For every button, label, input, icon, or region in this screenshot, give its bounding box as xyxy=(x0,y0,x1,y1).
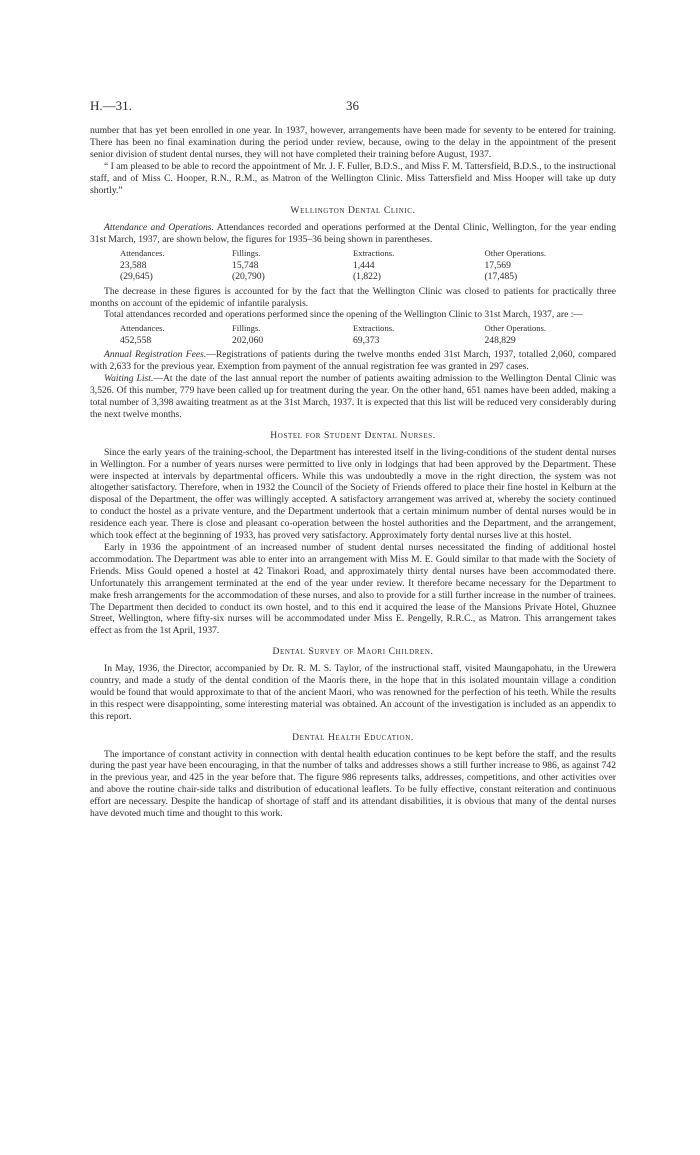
paragraph-total: Total attendances recorded and operations performed since the opening of the Wellington Clinic to 31st March, 1937, are :— xyxy=(104,309,583,321)
table-cell: 1,444 xyxy=(352,259,375,271)
table-cell: (29,645) xyxy=(120,271,153,283)
heading-maori-survey: Dental Survey of Maori Children. xyxy=(272,646,434,658)
page-number: 36 xyxy=(346,98,359,113)
table-header-cell: Fillings. xyxy=(232,323,261,334)
label-waiting-list: Waiting List. xyxy=(104,373,154,385)
table-header-cell: Fillings. xyxy=(232,248,261,259)
table-cell: (17,485) xyxy=(484,271,518,283)
paragraph-hostel-2: Early in 1936 the appointment of an increased number of student dental nurses necessitated the finding of additional hostel accommodation. The Department was able to enter into an arrangement with Miss M. E. Gould similar to that made with the Society of Friends. Miss Gould opened a hostel at 42 Tinakori Road, and approximately thirty dental nurses have been accommodated there. Unfortunately this arrangement terminated at the end of the year under review. It therefore became necessary for the Department to make fresh arrangements for the accommodation of these nurses, and also to provide for a still further increase in the number of trainees. The Department then decided to conduct its own hostel, and to this end it acquired the lease of the Mansions Private Hotel, Ghuznee Street, Wellington, where fifty-six nurses will be accommodated under Miss E. Pengelly, R.R.C., as Matron. This arrangement takes effect as from the 1st April, 1937. xyxy=(90,541,616,637)
page-header xyxy=(90,98,615,114)
table-cell: (1,822) xyxy=(352,271,381,283)
text-attendance: Attendances recorded and operations performed at the Dental Clinic, Wellington, for the year ending 31st March, 1937, are shown below, the figures for 1935–36 being shown in parentheses. xyxy=(90,222,616,246)
label-attendance: Attendance and Operations. xyxy=(104,222,214,234)
table-header-cell: Attendances. xyxy=(120,248,165,259)
table-header-row xyxy=(90,323,616,335)
paragraph-registration xyxy=(90,349,616,373)
table-cell: 248,829 xyxy=(484,334,516,346)
text-waiting-list: —At the date of the last annual report the number of patients awaiting admission to the Wellington Dental Clinic was 3,526. Of this number, 779 have been called up for treatment during the year. On the other hand, 651 names have been added, making a total number of 3,398 awaiting treatment as at the 31st March, 1937. It is expected that this list will be reduced very considerably during the next twelve months. xyxy=(90,373,616,420)
table-cell: (20,790) xyxy=(232,271,265,283)
paragraph-maori-survey: In May, 1936, the Director, accompanied by Dr. R. M. S. Taylor, of the instructional staff, visited Maungapohatu, in the Urewera country, and made a study of the dental condition of the Maoris there, in the hope that in this isolated mountain village a condition would be found that would approximate to that of the ancient Maori, who was renowned for the perfection of his teeth. While the results in this respect were disappointing, some interesting material was obtained. An account of the investigation is included as an appendix to this report. xyxy=(90,663,616,722)
table-header-cell: Other Operations. xyxy=(484,323,547,334)
document-body xyxy=(90,125,616,820)
report-reference: H.—31. xyxy=(90,98,132,113)
paragraph-attendance xyxy=(90,222,616,246)
table-header-cell: Extractions. xyxy=(352,323,395,334)
paragraph-waiting-list xyxy=(90,373,616,421)
text-registration: —Registrations of patients during the twelve months ended 31st March, 1937, totalled 2,060, compared with 2,633 for the previous year. Exemption from payment of the annual registration fee was granted in 297 cases. xyxy=(90,349,616,373)
table-cell: 69,373 xyxy=(352,334,380,346)
table-header-row xyxy=(90,248,616,260)
table-row xyxy=(90,335,616,347)
paragraph-dental-education: The importance of constant activity in connection with dental health education continues to be kept before the staff, and the results during the past year have been encouraging, in that the number of talks and addresses shows a still further increase to 986, as against 742 in the previous year, and 425 in the year before that. The figure 986 represents talks, addresses, competitions, and other activities over and above the routine chair-side talks and distribution of educational leaflets. To be fully effective, constant reiteration and continuous effort are necessary. Despite the handicap of shortage of staff and its attendant disabilities, it is obvious that many of the dental nurses have devoted much time and thought to this work. xyxy=(90,748,616,820)
paragraph-appointments: “ I am pleased to be able to record the appointment of Mr. J. F. Fuller, B.D.S., and Miss F. M. Tattersfield, B.D.S., to the instructional staff, and of Miss C. Hooper, R.N., R.M., as Matron of the Wellington Clinic. Miss Tattersfield and Miss Hooper will take up duty shortly.” xyxy=(90,160,616,196)
heading-dental-education: Dental Health Education. xyxy=(292,731,414,743)
table-header-cell: Other Operations. xyxy=(484,248,547,259)
table-row xyxy=(90,260,616,272)
paragraph-hostel-1: Since the early years of the training-school, the Department has interested itself in the living-conditions of the student dental nurses in Wellington. For a number of years nurses were permitted to live only in lodgings that had been approved by the Department. These were inspected at intervals by departmental officers. While this was undoubtedly a move in the right direction, the system was not altogether satisfactory. Therefore, when in 1932 the Council of the Society of Friends offered to place their fine hostel in Kelburn at the disposal of the Department, the offer was willingly accepted. A satisfactory arrangement was arrived at, whereby the society continued to conduct the hostel as a private venture, and the Department undertook that a certain minimum number of dental nurses would be in residence each year. There is close and pleasant co-operation between the hostel authorities and the Department, and the arrangement, which took effect at the beginning of 1933, has proved very satisfactory. Approximately forty dental nurses live at this hostel. xyxy=(90,446,616,542)
table-cell: 15,748 xyxy=(232,259,259,271)
table-total-since-opening xyxy=(90,323,616,346)
table-header-cell: Attendances. xyxy=(120,323,165,334)
heading-hostel: Hostel for Student Dental Nurses. xyxy=(270,429,436,441)
table-cell: 23,588 xyxy=(120,259,147,271)
table-cell: 17,569 xyxy=(484,259,511,271)
table-cell: 452,558 xyxy=(120,334,152,346)
table-cell: 202,060 xyxy=(232,334,264,346)
paragraph-decrease: The decrease in these figures is accounted for by the fact that the Wellington Clinic was closed to patients for practically three months on account of the epidemic of infantile paralysis. xyxy=(90,285,616,309)
paragraph-enrolment: number that has yet been enrolled in one year. In 1937, however, arrangements have been made for seventy to be entered for training. There has been no final examination during the period under review, because, owing to the delay in the appointment of the present senior division of student dental nurses, they will not have completed their training before August, 1937. xyxy=(90,125,616,160)
table-attendance-1937 xyxy=(90,248,616,283)
table-header-cell: Extractions. xyxy=(352,248,395,259)
label-registration: Annual Registration Fees. xyxy=(104,349,207,361)
heading-wellington-clinic: Wellington Dental Clinic. xyxy=(290,205,416,217)
table-row xyxy=(90,271,616,283)
